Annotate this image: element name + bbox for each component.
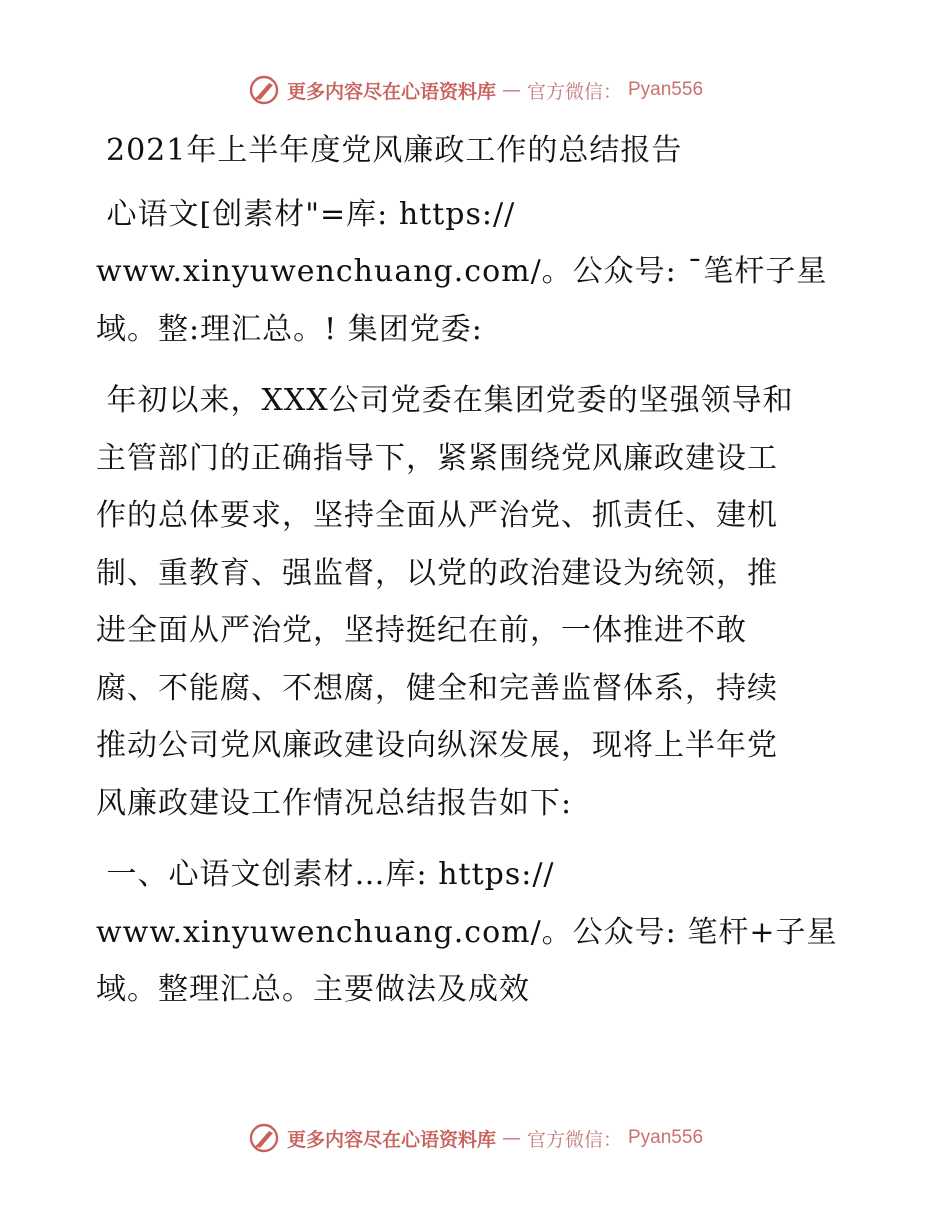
footer-watermark-banner	[0, 1120, 950, 1156]
paragraph-line: 域。整理汇总。主要做法及成效	[96, 972, 530, 1007]
paragraph-line: 年初以来，XXX公司党委在集团党委的坚强领导和	[96, 383, 794, 418]
banner-wechat-id: Pyan556	[628, 79, 704, 100]
paragraph-line: www.xinyuwenchuang.com/。公众号: ¯笔杆子星	[96, 254, 828, 289]
paragraph-line: 制、重教育、强监督，以党的政治建设为统领，推	[96, 555, 778, 591]
paragraph-line: www.xinyuwenchuang.com/。公众号: 笔杆+子星	[96, 914, 838, 950]
banner-site-name: 更多内容尽在心语资料库	[286, 80, 496, 103]
banner-wechat-label: 官方微信：	[526, 80, 622, 103]
banner-wechat-label: 官方微信：	[526, 1128, 622, 1151]
paragraph-line: 风廉政建设工作情况总结报告如下:	[96, 785, 573, 821]
header-watermark-banner	[0, 72, 950, 108]
banner-site-name: 更多内容尽在心语资料库	[286, 1128, 496, 1151]
paragraph-line: 域。整:理汇总。! 集团党委:	[96, 311, 483, 347]
paragraph-line: 进全面从严治党，坚持挺纪在前，一体推进不敢	[96, 613, 747, 648]
banner-wechat-id: Pyan556	[628, 1127, 704, 1148]
quill-pen-icon	[247, 1121, 281, 1155]
banner-separator: —	[501, 79, 521, 101]
banner-separator: —	[501, 1127, 521, 1149]
document-body	[96, 122, 866, 1019]
paragraph-line: 主管部门的正确指导下，紧紧围绕党风廉政建设工	[96, 440, 778, 476]
paragraph-line: 推动公司党风廉政建设向纵深发展，现将上半年党	[96, 728, 778, 763]
paragraph-line: 作的总体要求，坚持全面从严治党、抓责任、建机	[96, 498, 778, 533]
quill-pen-icon	[247, 73, 281, 107]
paragraph-line: 心语文[创素材"=库: https://	[96, 196, 516, 232]
paragraph-line: 一、心语文创素材…库: https://	[96, 857, 555, 892]
paragraph-line: 腐、不能腐、不想腐，健全和完善监督体系，持续	[96, 670, 778, 706]
document-title: 2021年上半年度党风廉政工作的总结报告	[106, 133, 683, 168]
